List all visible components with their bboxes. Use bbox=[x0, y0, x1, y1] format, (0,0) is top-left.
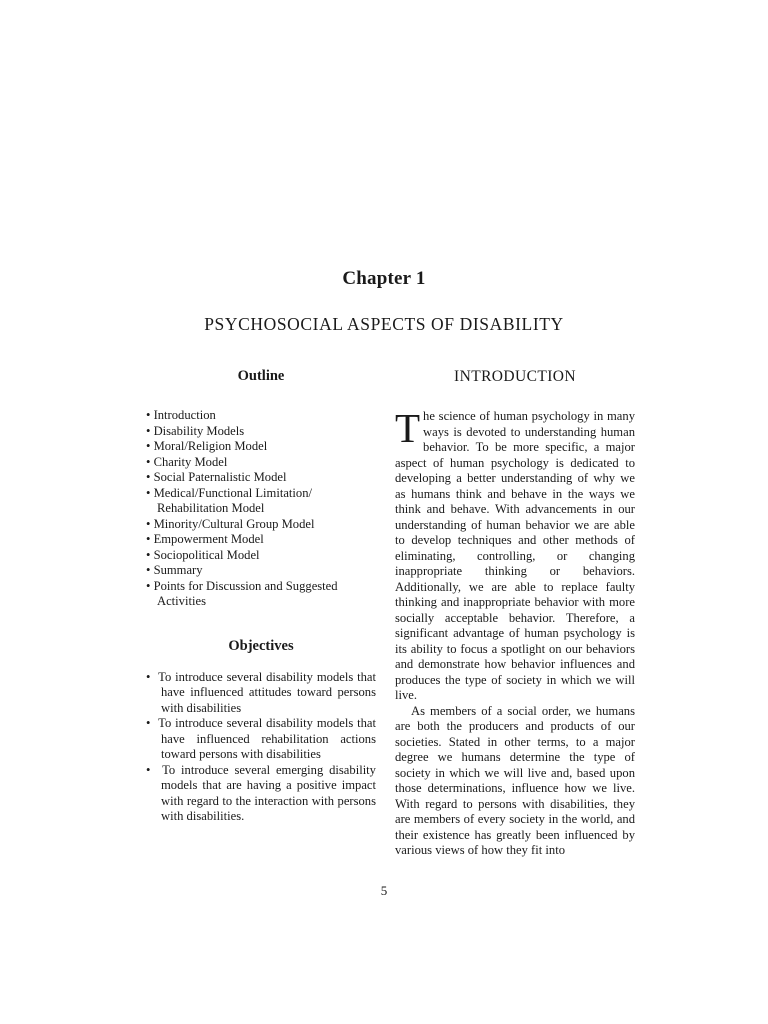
outline-item: • Minority/Cultural Group Model bbox=[146, 517, 376, 533]
chapter-label: Chapter 1 bbox=[342, 268, 426, 289]
outline-item: • Moral/Religion Model bbox=[146, 439, 376, 455]
left-column bbox=[146, 368, 376, 825]
drop-cap: T bbox=[395, 405, 421, 451]
objective-item: • To introduce several emerging disability models that are having a positive impact with regard to the interaction with persons with disabilities. bbox=[146, 763, 376, 825]
page-number: 5 bbox=[380, 883, 388, 898]
introduction-paragraph-2: As members of a social order, we humans are both the producers and products of our societies. Stated in other terms, to a major degree we humans determine the type of society in which we will live and, based upon those determinations, influence how we live. With regard to persons with disabilities, they are members of every society in the world, and their existence has greatly been influenced by various views of how they fit into bbox=[395, 703, 635, 857]
outline-list bbox=[146, 408, 376, 610]
outline-item: • Sociopolitical Model bbox=[146, 548, 376, 564]
outline-item: • Introduction bbox=[146, 408, 376, 424]
outline-item: • Points for Discussion and Suggested Activities bbox=[146, 579, 376, 610]
introduction-paragraph-1 bbox=[395, 405, 635, 704]
outline-item: • Medical/Functional Limitation/ Rehabilitation Model bbox=[146, 486, 376, 517]
chapter-title: PSYCHOSOCIAL ASPECTS OF DISABILITY bbox=[204, 314, 564, 334]
objectives-list bbox=[146, 670, 376, 825]
introduction-heading: INTRODUCTION bbox=[454, 368, 576, 385]
right-column bbox=[395, 368, 635, 859]
introduction-body bbox=[395, 405, 635, 859]
outline-item: • Disability Models bbox=[146, 424, 376, 440]
outline-item: • Charity Model bbox=[146, 455, 376, 471]
outline-item: • Social Paternalistic Model bbox=[146, 470, 376, 486]
objective-item: • To introduce several disability models that have influenced rehabilitation actions toward persons with disabilities bbox=[146, 716, 376, 763]
outline-item: • Empowerment Model bbox=[146, 532, 376, 548]
outline-heading: Outline bbox=[237, 368, 285, 384]
objective-item: • To introduce several disability models that have influenced attitudes toward persons with disabilities bbox=[146, 670, 376, 717]
objectives-heading: Objectives bbox=[228, 637, 294, 654]
outline-item: • Summary bbox=[146, 563, 376, 579]
paragraph-1-text: he science of human psychology in many ways is devoted to understanding human behavior. To be more specific, a major aspect of human psychology is dedicated to developing a better understanding of why we as humans think and behave in the ways we think and behave. With advancements in our understanding of human behavior we are able to develop techniques and other methods of eliminating, controlling, or changing inappropriate thinking or behaviors. Additionally, we are able to replace faulty thinking and inappropriate behavior with more socially acceptable behavior. Therefore, a significant advantage of human psychology is its ability to focus a spotlight on our behaviors and demonstrate how behavior influences and produces the type of society in which we will live. bbox=[395, 409, 635, 702]
